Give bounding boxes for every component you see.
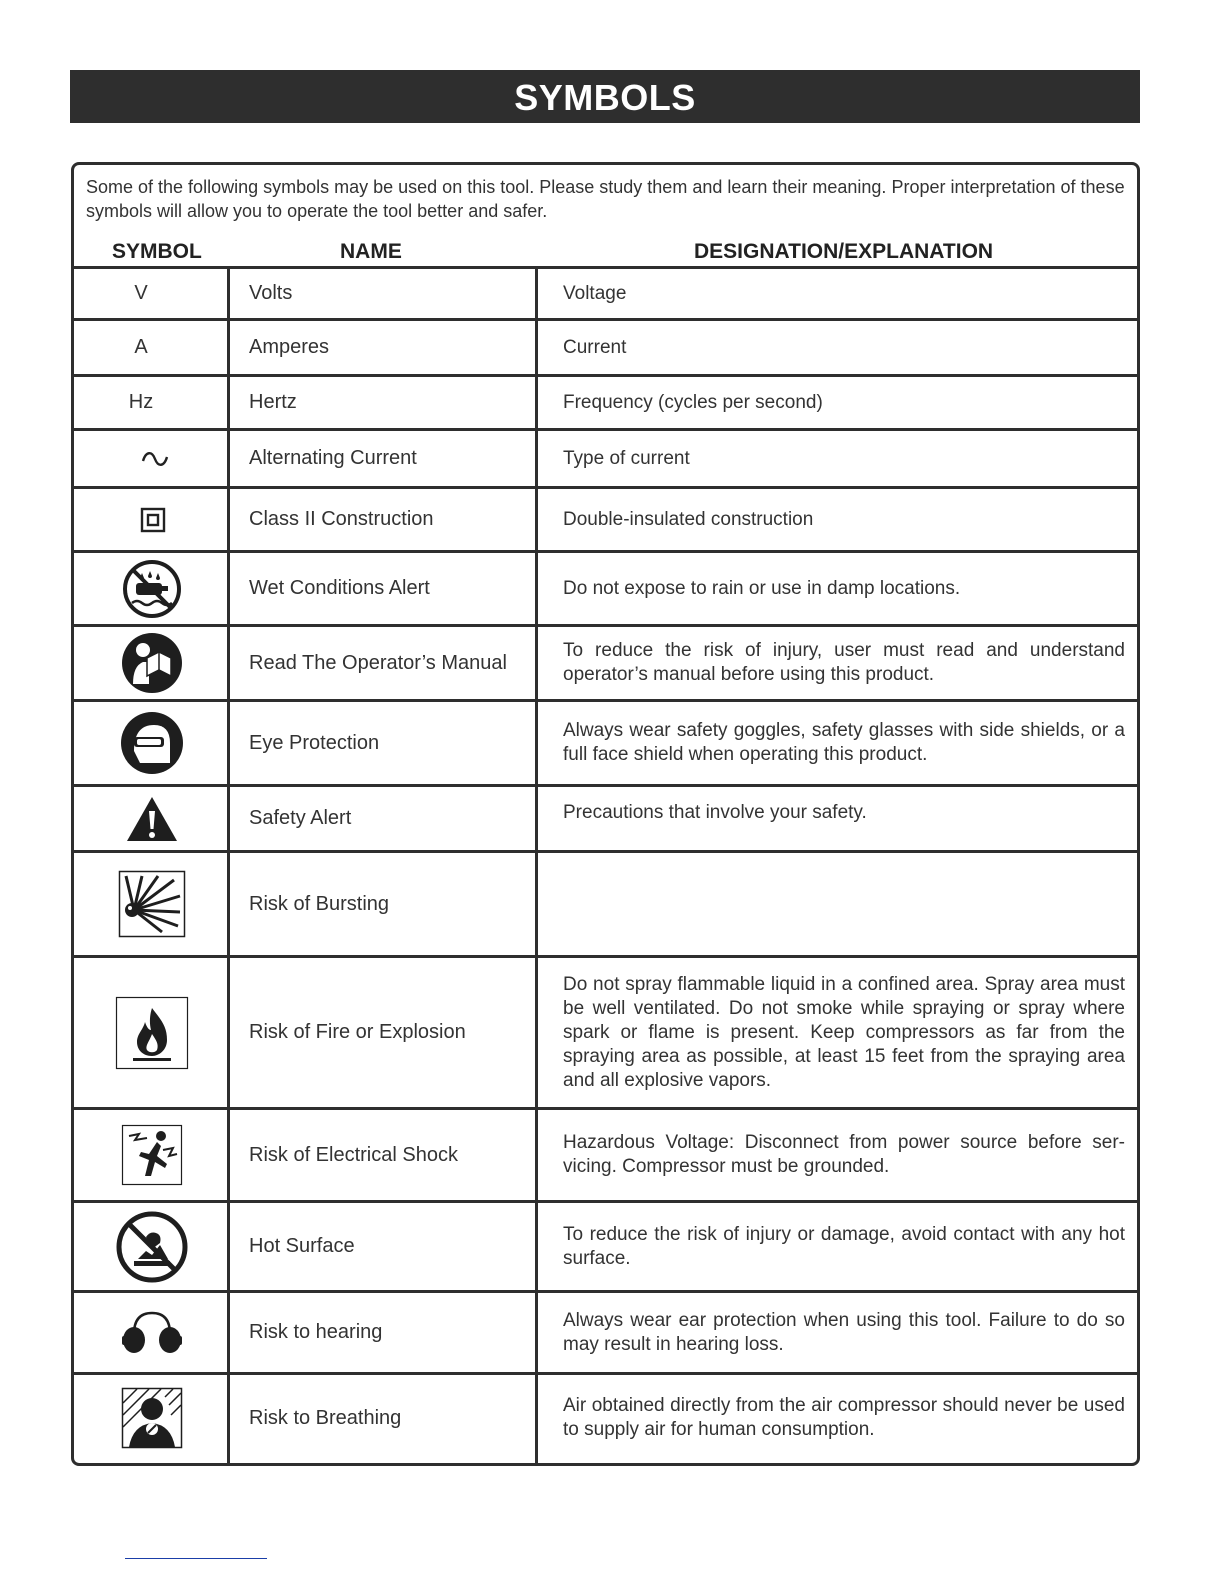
description-cell [563, 702, 1125, 784]
description-cell [563, 1203, 1125, 1290]
description-cell [563, 853, 1125, 955]
description-text: To reduce the risk of injury, user must read and understand operator’s manual before using this product. [563, 640, 1125, 685]
table-row [0, 958, 1224, 1107]
name-cell: Safety Alert [249, 807, 352, 829]
symbol-cell [76, 1110, 228, 1200]
name-cell: Alternating Current [249, 447, 417, 469]
alternating-current-icon [140, 449, 170, 469]
risk-of-bursting-icon [118, 870, 186, 938]
name-cell: Amperes [249, 336, 330, 358]
class-ii-construction-icon [140, 507, 166, 533]
table-row [0, 1110, 1224, 1200]
electrical-shock-icon [121, 1124, 183, 1186]
symbol-text: A [134, 336, 148, 358]
symbol-cell [76, 853, 228, 955]
description-text: Hazardous Voltage: Disconnect from power source before servicing. Compressor must be grounded. [563, 1132, 1125, 1177]
description-text: Always wear ear protection when using this tool. Failure to do so may result in hearing loss. [563, 1309, 1125, 1355]
name-cell: Class II Construction [249, 508, 434, 530]
symbol-cell [76, 489, 228, 550]
symbol-cell [76, 1203, 228, 1290]
wet-conditions-icon [122, 559, 182, 619]
name-cell: Risk to hearing [249, 1321, 383, 1343]
symbol-cell [76, 787, 228, 850]
fire-explosion-icon [115, 996, 189, 1070]
description-text: Air obtained directly from the air compressor should never be used to supply air for human consumption. [563, 1395, 1125, 1440]
description-cell: Type of current [563, 447, 690, 469]
symbol-cell [76, 1293, 228, 1372]
name-cell: Risk to Breathing [249, 1406, 402, 1429]
table-row [0, 627, 1224, 699]
name-cell: Risk of Fire or Explosion [249, 1021, 466, 1043]
description-cell: Voltage [563, 282, 627, 304]
hearing-protection-icon [120, 1310, 184, 1356]
symbol-cell [76, 377, 228, 428]
description-cell: Precautions that involve your safety. [563, 802, 867, 823]
name-cell: Risk of Electrical Shock [249, 1143, 458, 1166]
symbol-text: V [134, 282, 148, 304]
table-row [0, 1375, 1224, 1461]
description-cell [563, 1293, 1125, 1372]
column-header-symbol: SYMBOL [112, 240, 202, 263]
symbol-cell [76, 627, 228, 699]
footer-rule [125, 1558, 267, 1559]
breathing-risk-icon [121, 1387, 183, 1449]
table-row [0, 1203, 1224, 1290]
description-cell [563, 627, 1125, 699]
eye-protection-icon [120, 711, 184, 775]
symbol-cell [76, 958, 228, 1107]
table-row [0, 787, 1224, 850]
name-cell: Risk of Bursting [249, 892, 390, 915]
table-row [0, 431, 1224, 486]
table-row [0, 1293, 1224, 1372]
column-header-name: NAME [340, 240, 402, 263]
symbol-cell [76, 702, 228, 784]
symbol-cell [76, 553, 228, 624]
symbol-cell [76, 269, 228, 318]
description-cell: Frequency (cycles per second) [563, 391, 823, 413]
symbol-cell [76, 1375, 228, 1461]
table-row [0, 489, 1224, 550]
symbol-cell [76, 321, 228, 374]
name-cell: Hot Surface [249, 1235, 355, 1257]
table-row [0, 553, 1224, 624]
symbol-cell [76, 431, 228, 486]
read-manual-icon [121, 632, 183, 694]
table-row [0, 853, 1224, 955]
description-cell: Do not expose to rain or use in damp locations. [563, 577, 961, 599]
description-cell: Double-insulated construction [563, 508, 814, 530]
table-row [0, 269, 1224, 318]
page-title: SYMBOLS [70, 70, 1140, 123]
table-row [0, 702, 1224, 784]
name-cell: Eye Protection [249, 731, 380, 754]
safety-alert-icon [125, 795, 179, 843]
description-cell [563, 1110, 1125, 1200]
description-text: Always wear safety goggles, safety glasses with side shields, or a full face shield when operating this product. [563, 720, 1125, 765]
name-cell: Wet Conditions Alert [249, 577, 430, 599]
name-cell: Read The Operator’s Manual [249, 651, 507, 674]
description-text: To reduce the risk of injury or damage, avoid contact with any hot surface. [563, 1223, 1125, 1269]
description-cell [563, 1375, 1125, 1461]
name-cell: Volts [249, 282, 293, 304]
table-row [0, 321, 1224, 374]
table-row [0, 377, 1224, 428]
description-cell [563, 958, 1125, 1107]
symbol-text: Hz [128, 391, 154, 413]
hot-surface-icon [116, 1211, 188, 1283]
intro-text: Some of the following symbols may be used on this tool. Please study them and learn their meaning. Proper interpretation of these symbols will allow you to operate the tool better and safer. [86, 177, 1125, 221]
name-cell: Hertz [249, 391, 297, 413]
column-header-designation: DESIGNATION/EXPLANATION [694, 240, 994, 263]
description-text: Do not spray flammable liquid in a confined area. Spray area must be well ventilated. Do not smoke while spraying or spray where spark or flame is present. Keep compressors as far from the spraying area as possible, at least 15 feet from the spraying area and all explosive vapors. [563, 973, 1125, 1091]
description-cell: Current [563, 336, 627, 358]
